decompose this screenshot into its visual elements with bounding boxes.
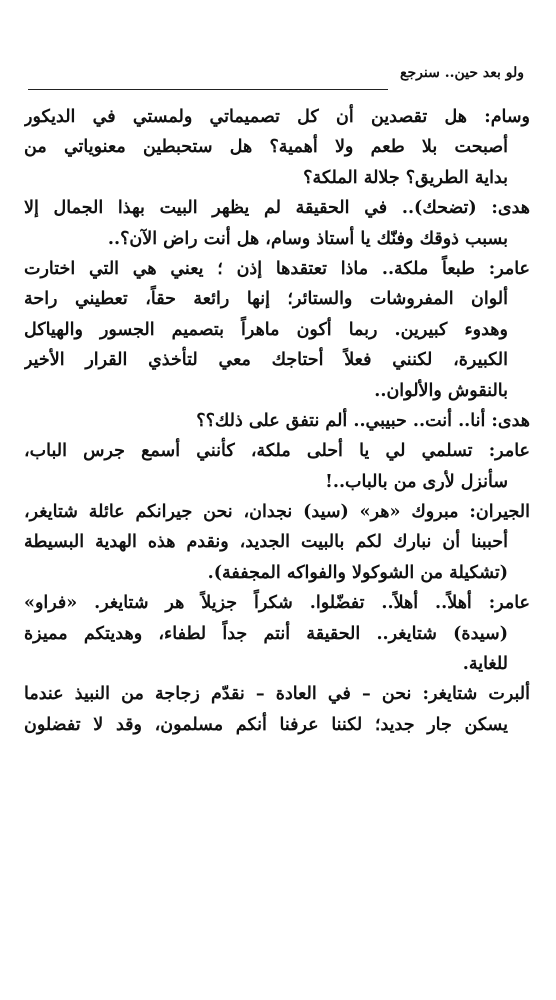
text-line: الجيران: مبروك «هر» (سيد) نجدان، نحن جيرانكم عائلة شتايغر،: [24, 502, 530, 523]
text-line: (تشكيلة من الشوكولا والفواكه المجففة).: [207, 562, 508, 583]
paragraph-huda-1: [24, 193, 530, 254]
running-header: ولو بعد حين.. سنرجع: [400, 65, 524, 81]
text-line: هدى: (تضحك).. في الحقيقة لم يظهر البيت بهذا الجمال إلا: [24, 198, 530, 219]
text-line: عامر: تسلمي لي يا أحلى ملكة، كأنني أسمع جرس الباب،: [24, 441, 530, 462]
text-line: للغاية.: [462, 654, 508, 675]
text-line: عامر: طبعاً ملكة.. ماذا تعتقدها إذن ؛ يعني هي التي اختارت: [24, 258, 530, 279]
text-line: بسبب ذوقك وفنّك يا أستاذ وسام، هل أنت راض الآن؟..: [107, 228, 508, 249]
text-line: الكبيرة، لكنني فعلاً أحتاجك معي لتأخذي القرار الأخير: [24, 350, 508, 371]
text-line: بالنقوش والألوان..: [374, 380, 508, 401]
text-line: أحببنا أن نبارك لكم بالبيت الجديد، ونقدم هذه الهدية البسيطة: [24, 532, 508, 553]
text-line: سأنزل لأرى من بالباب..!: [325, 471, 508, 492]
paragraph-amer-3: [24, 588, 530, 679]
text-line: وهدوء كبيرين. ربما أكون ماهراً بتصميم الجسور والهياكل: [24, 319, 508, 340]
text-line: ألوان المفروشات والستائر؛ إنها رائعة حقاً، تعطيني راحة: [24, 289, 508, 310]
body-text: [24, 102, 530, 740]
paragraph-amer-1: [24, 254, 530, 406]
text-line: عامر: أهلاً.. أهلاً.. تفضّلوا. شكراً جزيلاً هر شتايغر. «فراو»: [24, 593, 530, 614]
paragraph-huda-2: [24, 406, 530, 436]
paragraph-amer-2: [24, 436, 530, 497]
text-line: بداية الطريق؟ جلالة الملكة؟: [303, 167, 508, 188]
text-line: يسكن جار جديد؛ لكننا عرفنا أنكم مسلمون، وقد لا تفضلون: [24, 714, 508, 735]
text-line: ألبرت شتايغر: نحن – في العادة – نقدّم زجاجة من النبيذ عندما: [24, 684, 530, 705]
paragraph-wessam-1: [24, 102, 530, 193]
text-line: هدى: أنا.. أنت.. حبيبي.. ألم نتفق على ذلك؟؟: [196, 410, 530, 431]
paragraph-neighbors: [24, 497, 530, 588]
paragraph-albert: [24, 679, 530, 740]
header-rule: [28, 89, 388, 90]
text-line: (سيدة) شتايغر.. الحقيقة أنتم جداً لطفاء، وهديتكم مميزة: [24, 623, 508, 644]
text-line: وسام: هل تقصدين أن كل تصميماتي ولمستي في الديكور: [24, 107, 530, 127]
text-line: أصبحت بلا طعم ولا أهمية؟ هل ستحبطين معنوياتي من: [24, 137, 508, 158]
